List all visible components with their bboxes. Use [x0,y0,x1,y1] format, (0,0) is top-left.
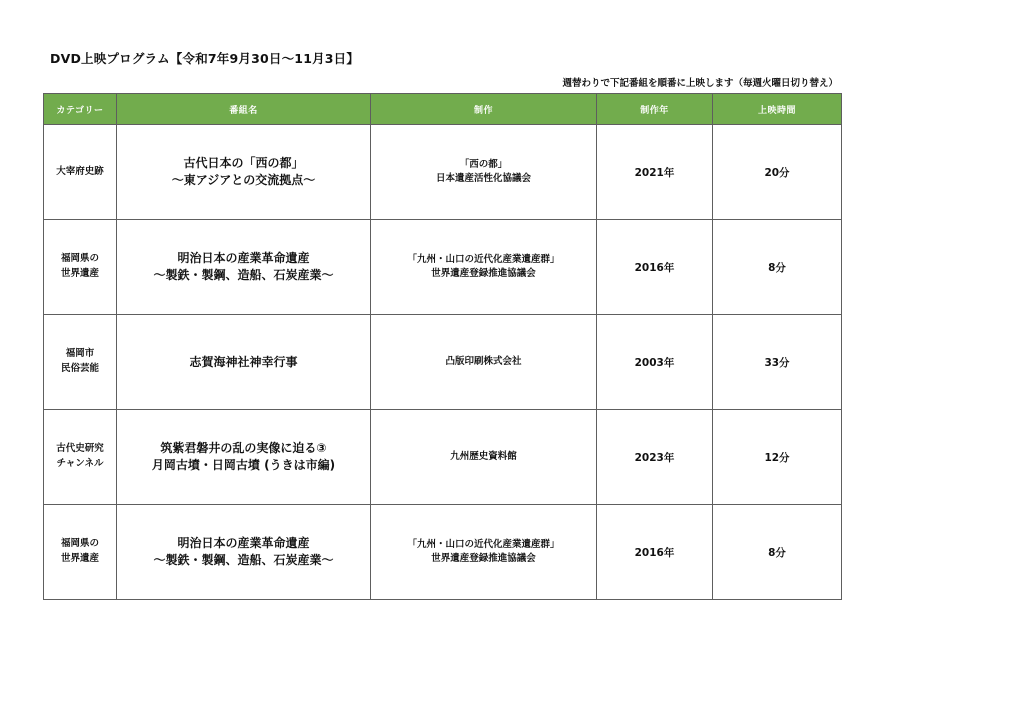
category-text: チャンネル [56,458,104,469]
producer-line: 世界遺産登録推進協議会 [431,268,536,279]
program-subtitle-line: ～製鉄・製鋼、造船、石炭産業～ [153,553,334,567]
table-row [44,505,842,600]
column-header-category: カテゴリー [44,94,117,125]
program-title-line: 筑紫君磐井の乱の実像に迫る③ [160,441,327,456]
category-cell [44,125,117,220]
program-title-cell [117,505,371,600]
production-year-cell: 2021年 [597,125,713,220]
program-subtitle-line: 月岡古墳・日岡古墳 (うきは市編) [151,458,336,472]
program-subtitle-line: ～製鉄・製鋼、造船、石炭産業～ [153,268,334,282]
column-header-program-name: 番組名 [117,94,371,125]
producer-line: 「九州・山口の近代化産業遺産群」 [407,254,560,266]
production-year-cell: 2003年 [597,315,713,410]
column-header-production-year: 制作年 [597,94,713,125]
program-title-line: 志賀海神社神幸行事 [189,354,298,369]
category-cell [44,505,117,600]
column-header-screening-time: 上映時間 [713,94,842,125]
program-title-line: 古代日本の「西の都」 [183,156,304,171]
category-text: 福岡県の [60,253,99,265]
schedule-note: 週替わりで下記番組を順番に上映します（毎週火曜日切り替え） [562,78,838,89]
producer-cell [371,410,597,505]
screening-time-cell: 33分 [713,315,842,410]
program-subtitle-line: ～東アジアとの交流拠点～ [171,173,316,187]
screening-time-cell: 8分 [713,220,842,315]
category-text: 世界遺産 [60,553,99,564]
category-cell [44,220,117,315]
table-row [44,410,842,505]
program-title-line: 明治日本の産業革命遺産 [177,536,310,551]
program-title-line: 明治日本の産業革命遺産 [177,251,310,266]
producer-cell [371,505,597,600]
category-cell [44,410,117,505]
table-row [44,220,842,315]
category-text: 福岡県の [60,538,99,550]
column-header-producer: 制作 [371,94,597,125]
producer-line: 世界遺産登録推進協議会 [431,553,536,564]
program-table [43,93,842,600]
producer-line: 日本遺産活性化協議会 [435,173,531,184]
producer-cell [371,315,597,410]
producer-line: 「西の都」 [459,159,508,171]
category-text: 世界遺産 [60,268,99,279]
producer-line: 「九州・山口の近代化産業遺産群」 [407,539,560,551]
program-title-cell [117,125,371,220]
category-text: 民俗芸能 [60,363,99,374]
category-text: 福岡市 [65,348,95,360]
category-text: 大宰府史跡 [56,165,104,177]
document-title: DVD上映プログラム【令和7年9月30日～11月3日】 [50,51,360,66]
program-title-cell [117,410,371,505]
producer-line: 凸版印刷株式会社 [445,356,522,368]
producer-cell [371,125,597,220]
producer-line: 九州歴史資料館 [450,451,517,463]
category-cell [44,315,117,410]
screening-time-cell: 12分 [713,410,842,505]
production-year-cell: 2023年 [597,410,713,505]
screening-time-cell: 8分 [713,505,842,600]
table-row [44,125,842,220]
table-header-row [44,94,842,125]
program-title-cell [117,315,371,410]
production-year-cell: 2016年 [597,220,713,315]
category-text: 古代史研究 [56,443,104,455]
screening-time-cell: 20分 [713,125,842,220]
table-row [44,315,842,410]
program-title-cell [117,220,371,315]
producer-cell [371,220,597,315]
production-year-cell: 2016年 [597,505,713,600]
